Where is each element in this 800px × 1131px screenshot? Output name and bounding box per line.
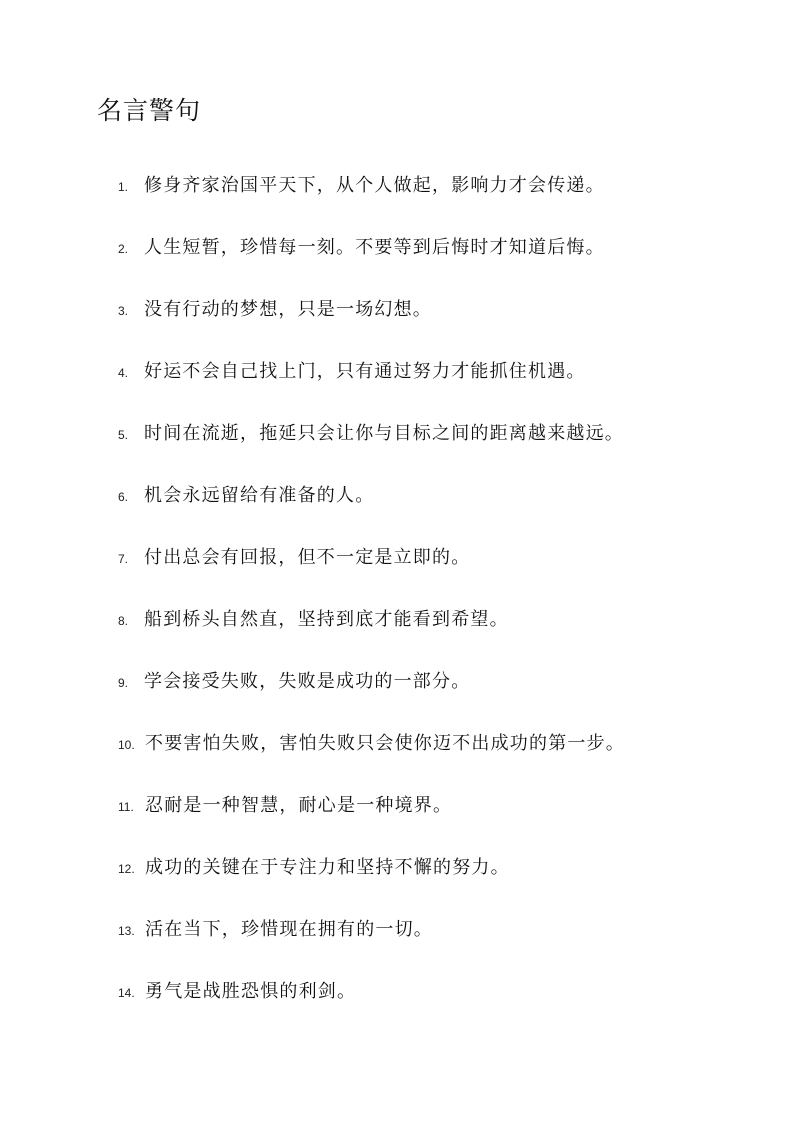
item-text: 勇气是战胜恐惧的利剑。 (145, 981, 357, 1002)
item-text: 好运不会自己找上门，只有通过努力才能抓住机遇。 (144, 361, 586, 382)
list-item (118, 168, 758, 230)
item-text: 忍耐是一种智慧，耐心是一种境界。 (145, 795, 453, 816)
item-number: 4. (118, 366, 129, 380)
list-item (118, 664, 758, 726)
item-number: 1. (118, 180, 129, 194)
item-text: 修身齐家治国平天下，从个人做起，影响力才会传递。 (144, 175, 605, 196)
list-item (118, 850, 758, 912)
item-number: 9. (118, 676, 129, 690)
page-title: 名言警句 (97, 96, 202, 125)
item-text: 人生短暂，珍惜每一刻。不要等到后悔时才知道后悔。 (144, 237, 605, 258)
item-number: 8. (118, 614, 129, 628)
item-text: 不要害怕失败，害怕失败只会使你迈不出成功的第一步。 (145, 733, 625, 754)
item-number: 13. (118, 924, 135, 938)
item-number: 5. (118, 428, 129, 442)
item-number: 14. (118, 986, 135, 1000)
item-number: 2. (118, 242, 129, 256)
list-item (118, 354, 758, 416)
item-number: 6. (118, 490, 129, 504)
list-item (118, 540, 758, 602)
item-number: 12. (118, 862, 135, 876)
list-item (118, 292, 758, 354)
item-text: 机会永远留给有准备的人。 (144, 485, 375, 506)
item-text: 成功的关键在于专注力和坚持不懈的努力。 (145, 857, 510, 878)
item-number: 3. (118, 304, 129, 318)
item-number: 7. (118, 552, 129, 566)
item-text: 付出总会有回报，但不一定是立即的。 (144, 547, 471, 568)
list-item (118, 912, 758, 974)
item-text: 时间在流逝，拖延只会让你与目标之间的距离越来越远。 (144, 423, 624, 444)
list-item (118, 230, 758, 292)
item-number: 10. (118, 738, 135, 752)
list-item (118, 974, 758, 1036)
item-text: 学会接受失败，失败是成功的一部分。 (144, 671, 471, 692)
list-item (118, 478, 758, 540)
list-item (118, 726, 758, 788)
list-item (118, 602, 758, 664)
item-text: 没有行动的梦想，只是一场幻想。 (144, 299, 432, 320)
item-text: 船到桥头自然直，坚持到底才能看到希望。 (144, 609, 509, 630)
item-number: 11. (118, 800, 134, 814)
quote-list (118, 168, 758, 1036)
list-item (118, 416, 758, 478)
item-text: 活在当下，珍惜现在拥有的一切。 (145, 919, 433, 940)
list-item (118, 788, 758, 850)
